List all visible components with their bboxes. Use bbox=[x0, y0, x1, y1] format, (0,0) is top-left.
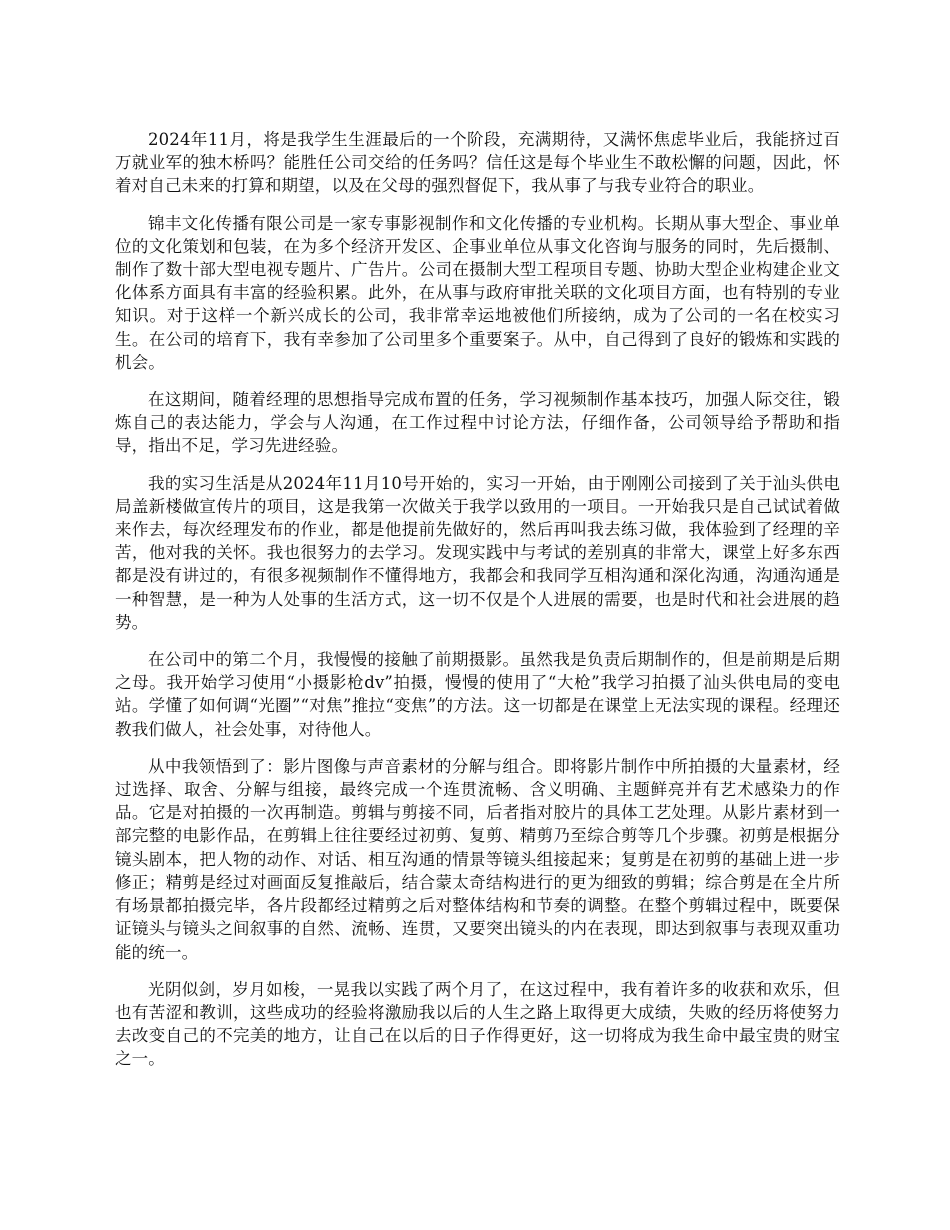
paragraph-5: 在公司中的第二个月，我慢慢的接触了前期摄影。虽然我是负责后期制作的，但是前期是后期之母。我开始学习使用“小摄影枪dv”拍摄，慢慢的使用了“大枪”我学习拍摄了汕头供电局的变电站。学懂了如何调“光圈”“对焦”推拉“变焦”的方法。这一切都是在课堂上无法实现的课程。经理还教我们做人，社会处事，对待他人。 bbox=[115, 650, 840, 739]
paragraph-1: 2024年11月，将是我学生生涯最后的一个阶段，充满期待，又满怀焦虑毕业后，我能挤过百万就业军的独木桥吗？能胜任公司交给的任务吗？信任这是每个毕业生不敢松懈的问题，因此，怀着对自己未来的打算和期望，以及在父母的强烈督促下，我从事了与我专业符合的职业。 bbox=[115, 130, 840, 196]
paragraph-2: 锦丰文化传播有限公司是一家专事影视制作和文化传播的专业机构。长期从事大型企、事业单位的文化策划和包装，在为多个经济开发区、企事业单位从事文化咨询与服务的同时，先后摄制、制作了数十部大型电视专题片、广告片。公司在摄制大型工程项目专题、协助大型企业构建企业文化体系方面具有丰富的经验积累。此外，在从事与政府审批关联的文化项目方面，也有特别的专业知识。对于这样一个新兴成长的公司，我非常幸运地被他们所接纳，成为了公司的一名在校实习生。在公司的培育下，我有幸参加了公司里多个重要案子。从中，自己得到了良好的锻炼和实践的机会。 bbox=[115, 213, 840, 372]
paragraph-3: 在这期间，随着经理的思想指导完成布置的任务，学习视频制作基本技巧，加强人际交往，锻炼自己的表达能力，学会与人沟通，在工作过程中讨论方法，仔细作备，公司领导给予帮助和指导，指出不足，学习先进经验。 bbox=[115, 390, 840, 456]
paragraph-7: 光阴似剑，岁月如梭，一晃我以实践了两个月了，在这过程中，我有着许多的收获和欢乐，但也有苦涩和教训，这些成功的经验将激励我以后的人生之路上取得更大成绩，失败的经历将使努力去改变自己的不完美的地方，让自己在以后的日子作得更好，这一切将成为我生命中最宝贵的财宝之一。 bbox=[115, 979, 840, 1069]
paragraph-4: 我的实习生活是从2024年11月10号开始的，实习一开始，由于刚刚公司接到了关于汕头供电局盖新楼做宣传片的项目，这是我第一次做关于我学以致用的一项目。一开始我只是自己试试着做来作去，每次经理发布的作业，都是他提前先做好的，然后再叫我去练习做，我体验到了经理的辛苦，他对我的关怀。我也很努力的去学习。发现实践中与考试的差别真的非常大，课堂上好多东西都是没有讲过的，有很多视频制作不懂得地方，我都会和我同学互相沟通和深化沟通，沟通沟通是一种智慧，是一种为人处事的生活方式，这一切不仅是个人进展的需要，也是时代和社会进展的趋势。 bbox=[115, 473, 840, 632]
paragraph-6: 从中我领悟到了：影片图像与声音素材的分解与组合。即将影片制作中所拍摄的大量素材，经过选择、取舍、分解与组接，最终完成一个连贯流畅、含义明确、主题鲜亮并有艺术感染力的作品。它是对拍摄的一次再制造。剪辑与剪接不同，后者指对胶片的具体工艺处理。从影片素材到一部完整的电影作品，在剪辑上往往要经过初剪、复剪、精剪乃至综合剪等几个步骤。初剪是根据分镜头剧本，把人物的动作、对话、相互沟通的情景等镜头组接起来；复剪是在初剪的基础上进一步修正；精剪是经过对画面反复推敲后，结合蒙太奇结构进行的更为细致的剪辑；综合剪是在全片所有场景都拍摄完毕，各片段都经过精剪之后对整体结构和节奏的调整。在整个剪辑过程中，既要保证镜头与镜头之间叙事的自然、流畅、连贯，又要突出镜头的内在表现，即达到叙事与表现双重功能的统一。 bbox=[115, 756, 840, 962]
document-body bbox=[115, 128, 840, 1085]
